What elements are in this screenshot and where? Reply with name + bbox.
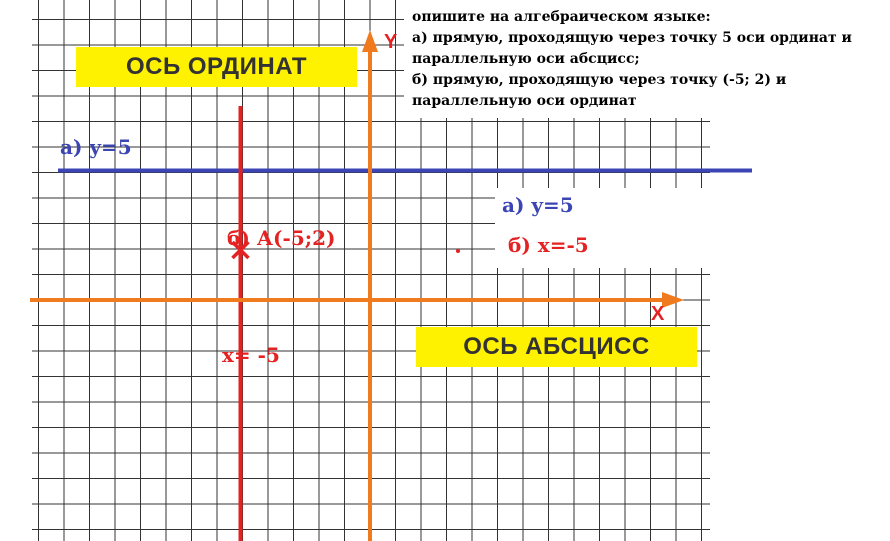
x-axis-arrowhead <box>662 292 684 308</box>
task-text <box>404 0 890 118</box>
label-line-b-vertical: x= -5 <box>222 343 280 367</box>
x-axis-name: X <box>651 303 665 325</box>
label-line-a-left: а) y=5 <box>60 135 132 159</box>
stray-dot <box>456 249 460 253</box>
task-line-4: б) прямую, проходящую через точку (-5; 2) и <box>412 72 787 88</box>
label-line-b-right: б) x=-5 <box>508 233 589 257</box>
plotted-lines <box>58 106 752 541</box>
task-line-5: параллельную оси ординат <box>412 93 637 109</box>
label-line-a-right: а) y=5 <box>502 193 574 217</box>
y-axis-arrowhead <box>362 30 378 52</box>
task-line-2: а) прямую, проходящую через точку 5 оси ординат и <box>412 30 852 46</box>
task-line-1: опишите на алгебраическом языке: <box>412 9 711 25</box>
task-line-3: параллельную оси абсцисс; <box>412 51 640 67</box>
abscissa-axis-banner: ОСЬ АБСЦИСС <box>416 327 697 367</box>
ordinate-axis-banner: ОСЬ ОРДИНАТ <box>76 47 357 87</box>
label-point-a: б) А(-5;2) <box>227 226 336 250</box>
y-axis-name: Y <box>384 31 398 53</box>
